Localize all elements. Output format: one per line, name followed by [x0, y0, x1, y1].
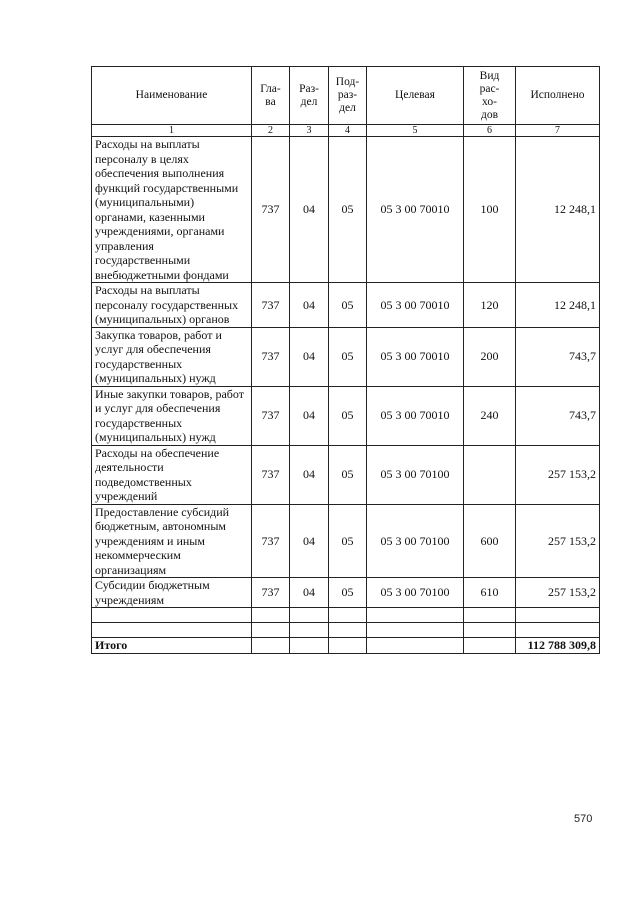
row-podrazdel: 05 [329, 445, 367, 504]
budget-execution-table [91, 66, 600, 654]
header-razdel: Раз- дел [290, 67, 329, 125]
row-glava: 737 [252, 504, 290, 578]
row-target: 05 3 00 70010 [367, 386, 464, 445]
empty-cell [329, 608, 367, 623]
row-podrazdel: 05 [329, 504, 367, 578]
empty-cell [329, 623, 367, 638]
empty-cell [329, 638, 367, 654]
header-target: Целевая [367, 67, 464, 125]
row-vid: 120 [464, 283, 516, 328]
table-row [92, 578, 600, 608]
empty-cell [464, 623, 516, 638]
row-podrazdel: 05 [329, 283, 367, 328]
column-number: 1 [92, 125, 252, 137]
total-executed: 112 788 309,8 [516, 638, 600, 654]
row-target: 05 3 00 70100 [367, 504, 464, 578]
row-executed: 12 248,1 [516, 283, 600, 328]
column-number: 2 [252, 125, 290, 137]
row-vid: 200 [464, 327, 516, 386]
row-target: 05 3 00 70010 [367, 327, 464, 386]
row-razdel: 04 [290, 283, 329, 328]
empty-cell [252, 608, 290, 623]
header-glava: Гла- ва [252, 67, 290, 125]
table-row [92, 386, 600, 445]
row-vid: 610 [464, 578, 516, 608]
empty-cell [464, 638, 516, 654]
column-number: 7 [516, 125, 600, 137]
row-name: Закупка товаров, работ и услуг для обеспечения государственных (муниципальных) нужд [92, 327, 252, 386]
row-vid [464, 445, 516, 504]
row-glava: 737 [252, 137, 290, 283]
row-razdel: 04 [290, 578, 329, 608]
row-glava: 737 [252, 578, 290, 608]
total-row [92, 638, 600, 654]
row-podrazdel: 05 [329, 327, 367, 386]
empty-cell [290, 623, 329, 638]
row-name: Расходы на обеспечение деятельности подведомственных учреждений [92, 445, 252, 504]
empty-cell [367, 638, 464, 654]
header-podrazdel: Под- раз- дел [329, 67, 367, 125]
table-row [92, 504, 600, 578]
header-executed: Исполнено [516, 67, 600, 125]
table-row [92, 327, 600, 386]
empty-cell [516, 608, 600, 623]
table-row [92, 445, 600, 504]
row-glava: 737 [252, 445, 290, 504]
row-target: 05 3 00 70010 [367, 283, 464, 328]
empty-cell [252, 638, 290, 654]
column-number-row [92, 125, 600, 137]
row-target: 05 3 00 70010 [367, 137, 464, 283]
row-name: Иные закупки товаров, работ и услуг для обеспечения государственных (муниципальных) нужд [92, 386, 252, 445]
table-row [92, 137, 600, 283]
row-executed: 743,7 [516, 327, 600, 386]
row-name: Расходы на выплаты персоналу государственных (муниципальных) органов [92, 283, 252, 328]
empty-row [92, 623, 600, 638]
row-razdel: 04 [290, 445, 329, 504]
row-podrazdel: 05 [329, 386, 367, 445]
total-label: Итого [92, 638, 252, 654]
column-number: 6 [464, 125, 516, 137]
row-razdel: 04 [290, 327, 329, 386]
row-name: Расходы на выплаты персоналу в целях обеспечения выполнения функций государственными (муниципальными) органами, казенными учреждениями, органами управления государственными внебюджетными фондами [92, 137, 252, 283]
column-number: 4 [329, 125, 367, 137]
empty-cell [464, 608, 516, 623]
row-target: 05 3 00 70100 [367, 445, 464, 504]
empty-cell [290, 638, 329, 654]
row-glava: 737 [252, 283, 290, 328]
row-glava: 737 [252, 386, 290, 445]
row-razdel: 04 [290, 137, 329, 283]
row-razdel: 04 [290, 386, 329, 445]
row-executed: 257 153,2 [516, 578, 600, 608]
empty-cell [92, 623, 252, 638]
page-number: 570 [574, 813, 593, 825]
column-number: 3 [290, 125, 329, 137]
header-name: Наименование [92, 67, 252, 125]
empty-cell [516, 623, 600, 638]
empty-cell [367, 623, 464, 638]
row-name: Субсидии бюджетным учреждениям [92, 578, 252, 608]
empty-cell [252, 623, 290, 638]
empty-cell [367, 608, 464, 623]
row-executed: 257 153,2 [516, 445, 600, 504]
row-podrazdel: 05 [329, 578, 367, 608]
row-vid: 600 [464, 504, 516, 578]
row-glava: 737 [252, 327, 290, 386]
row-executed: 743,7 [516, 386, 600, 445]
row-vid: 240 [464, 386, 516, 445]
empty-cell [290, 608, 329, 623]
header-row [92, 67, 600, 125]
empty-row [92, 608, 600, 623]
table-row [92, 283, 600, 328]
row-executed: 12 248,1 [516, 137, 600, 283]
row-podrazdel: 05 [329, 137, 367, 283]
row-executed: 257 153,2 [516, 504, 600, 578]
empty-cell [92, 608, 252, 623]
row-razdel: 04 [290, 504, 329, 578]
row-name: Предоставление субсидий бюджетным, автономным учреждениям и иным некоммерческим организациям [92, 504, 252, 578]
row-target: 05 3 00 70100 [367, 578, 464, 608]
row-vid: 100 [464, 137, 516, 283]
header-vid: Вид рас- хо- дов [464, 67, 516, 125]
column-number: 5 [367, 125, 464, 137]
